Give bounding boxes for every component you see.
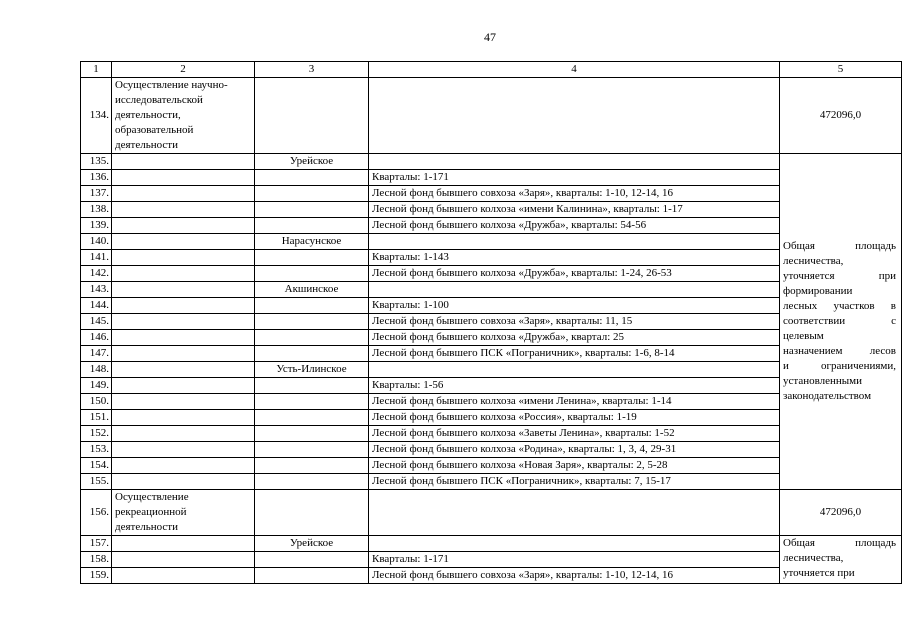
table-row [81, 536, 902, 552]
table-row [81, 458, 902, 474]
column-header: 1 [81, 62, 112, 78]
table-row [81, 266, 902, 282]
forestry-name [255, 568, 369, 584]
table-row [81, 394, 902, 410]
forestry-name [255, 458, 369, 474]
activity-type: Осуществление научно-исследовательской деятельности, образовательной деятельности [112, 78, 255, 154]
area-value: 472096,0 [780, 78, 902, 154]
table-row [81, 330, 902, 346]
quarters-text: Лесной фонд бывшего колхоза «Дружба», кварталы: 54-56 [369, 218, 780, 234]
row-number: 149. [81, 378, 112, 394]
row-number: 152. [81, 426, 112, 442]
forestry-name [255, 442, 369, 458]
table-row [81, 410, 902, 426]
row-number: 151. [81, 410, 112, 426]
activity-cell [112, 282, 255, 298]
column-header: 2 [112, 62, 255, 78]
forestry-name [255, 394, 369, 410]
quarters-text [369, 282, 780, 298]
activity-cell [112, 458, 255, 474]
quarters-text: Лесной фонд бывшего колхоза «Родина», кварталы: 1, 3, 4, 29-31 [369, 442, 780, 458]
forestry-name [255, 378, 369, 394]
quarters-text: Кварталы: 1-171 [369, 170, 780, 186]
note-line: лесных участков в [783, 300, 896, 312]
quarters-text: Кварталы: 1-100 [369, 298, 780, 314]
note-line: законодательством [783, 390, 872, 402]
row-number: 135. [81, 154, 112, 170]
row-number: 138. [81, 202, 112, 218]
row-number: 156. [81, 490, 112, 536]
activity-cell [112, 234, 255, 250]
forestry-name [255, 410, 369, 426]
note-line: лесничества, [783, 552, 844, 564]
row-number: 158. [81, 552, 112, 568]
table-row [81, 362, 902, 378]
table-row [81, 202, 902, 218]
table-row [81, 378, 902, 394]
quarters-text: Лесной фонд бывшего совхоза «Заря», кварталы: 11, 15 [369, 314, 780, 330]
activity-cell [112, 394, 255, 410]
activity-cell [112, 170, 255, 186]
row-number: 150. [81, 394, 112, 410]
note-line: формировании [783, 285, 853, 297]
forestry-name: Урейское [255, 536, 369, 552]
row-number: 147. [81, 346, 112, 362]
activity-cell [112, 346, 255, 362]
forestry-name [255, 170, 369, 186]
row-number: 136. [81, 170, 112, 186]
forestry-name: Нарасунское [255, 234, 369, 250]
activity-cell [112, 330, 255, 346]
table-row [81, 282, 902, 298]
note-line: Общая площадь [783, 240, 896, 252]
forestry-name [255, 250, 369, 266]
note-line: назначением лесов [783, 345, 896, 357]
table-row [81, 250, 902, 266]
activity-cell [112, 442, 255, 458]
forestry-name [255, 266, 369, 282]
row-number: 145. [81, 314, 112, 330]
forestry-name: Акшинское [255, 282, 369, 298]
activity-cell [112, 154, 255, 170]
area-note [780, 536, 902, 584]
forestry-name: Усть-Илинское [255, 362, 369, 378]
table-row [81, 442, 902, 458]
table-row [81, 474, 902, 490]
forestry-name [255, 298, 369, 314]
table-row [81, 186, 902, 202]
table-row [81, 298, 902, 314]
activity-cell [112, 266, 255, 282]
forestry-name [255, 186, 369, 202]
note-line: и ограничениями, [783, 360, 896, 372]
quarters-text: Кварталы: 1-56 [369, 378, 780, 394]
note-line: уточняется при [783, 270, 896, 282]
row-number: 153. [81, 442, 112, 458]
activity-cell [112, 536, 255, 552]
activity-cell [112, 378, 255, 394]
activity-cell [112, 250, 255, 266]
area-note [780, 154, 902, 490]
row-number: 148. [81, 362, 112, 378]
forest-use-table [80, 61, 902, 584]
table-row [81, 552, 902, 568]
row-number: 142. [81, 266, 112, 282]
note-line: Общая площадь [783, 537, 896, 549]
forestry-name [255, 202, 369, 218]
activity-cell [112, 410, 255, 426]
note-line: целевым [783, 330, 824, 342]
row-number: 154. [81, 458, 112, 474]
quarters-text: Лесной фонд бывшего колхоза «Новая Заря», кварталы: 2, 5-28 [369, 458, 780, 474]
activity-type: Осуществление рекреационной деятельности [112, 490, 255, 536]
note-line: соответствии с [783, 315, 896, 327]
table-row [81, 426, 902, 442]
quarters-text: Лесной фонд бывшего колхоза «Заветы Ленина», кварталы: 1-52 [369, 426, 780, 442]
quarters-text: Лесной фонд бывшего колхоза «Дружба», кварталы: 1-24, 26-53 [369, 266, 780, 282]
activity-cell [112, 202, 255, 218]
quarters-text: Лесной фонд бывшего колхоза «Россия», кварталы: 1-19 [369, 410, 780, 426]
column-header: 3 [255, 62, 369, 78]
quarters-text: Лесной фонд бывшего ПСК «Пограничник», кварталы: 1-6, 8-14 [369, 346, 780, 362]
table-header-row [81, 62, 902, 78]
activity-cell [112, 426, 255, 442]
forestry-name [255, 346, 369, 362]
row-number: 159. [81, 568, 112, 584]
forestry-name: Урейское [255, 154, 369, 170]
activity-cell [112, 474, 255, 490]
activity-cell [112, 552, 255, 568]
quarters-text: Кварталы: 1-171 [369, 552, 780, 568]
row-number: 139. [81, 218, 112, 234]
activity-cell [112, 186, 255, 202]
forestry-name [255, 218, 369, 234]
table-row [81, 154, 902, 170]
row-number: 144. [81, 298, 112, 314]
quarters-cell [369, 490, 780, 536]
table-row [81, 568, 902, 584]
activity-cell [112, 568, 255, 584]
activity-cell [112, 218, 255, 234]
row-number: 140. [81, 234, 112, 250]
quarters-text: Лесной фонд бывшего совхоза «Заря», кварталы: 1-10, 12-14, 16 [369, 186, 780, 202]
row-number: 141. [81, 250, 112, 266]
forestry-name [255, 314, 369, 330]
note-line: лесничества, [783, 255, 844, 267]
table-row [81, 346, 902, 362]
column-header: 5 [780, 62, 902, 78]
quarters-text: Лесной фонд бывшего ПСК «Пограничник», кварталы: 7, 15-17 [369, 474, 780, 490]
quarters-text: Лесной фонд бывшего колхоза «Дружба», квартал: 25 [369, 330, 780, 346]
row-number: 134. [81, 78, 112, 154]
table-row [81, 170, 902, 186]
row-number: 143. [81, 282, 112, 298]
quarters-text [369, 536, 780, 552]
activity-cell [112, 314, 255, 330]
page-number: 47 [484, 30, 496, 44]
forestry-name [255, 330, 369, 346]
row-number: 137. [81, 186, 112, 202]
note-line: установленными [783, 375, 863, 387]
quarters-text [369, 154, 780, 170]
table-row [81, 78, 902, 154]
column-header: 4 [369, 62, 780, 78]
quarters-text: Лесной фонд бывшего колхоза «имени Калинина», кварталы: 1-17 [369, 202, 780, 218]
quarters-text: Кварталы: 1-143 [369, 250, 780, 266]
forestry-cell [255, 78, 369, 154]
table-row [81, 218, 902, 234]
area-value: 472096,0 [780, 490, 902, 536]
forestry-name [255, 474, 369, 490]
activity-cell [112, 298, 255, 314]
quarters-text [369, 362, 780, 378]
table-row [81, 234, 902, 250]
quarters-text [369, 234, 780, 250]
note-line: уточняется при [783, 567, 855, 579]
table-row [81, 490, 902, 536]
row-number: 157. [81, 536, 112, 552]
table-row [81, 314, 902, 330]
forestry-name [255, 426, 369, 442]
quarters-text: Лесной фонд бывшего совхоза «Заря», кварталы: 1-10, 12-14, 16 [369, 568, 780, 584]
quarters-text: Лесной фонд бывшего колхоза «имени Ленина», кварталы: 1-14 [369, 394, 780, 410]
row-number: 155. [81, 474, 112, 490]
forestry-cell [255, 490, 369, 536]
quarters-cell [369, 78, 780, 154]
activity-cell [112, 362, 255, 378]
forestry-name [255, 552, 369, 568]
row-number: 146. [81, 330, 112, 346]
